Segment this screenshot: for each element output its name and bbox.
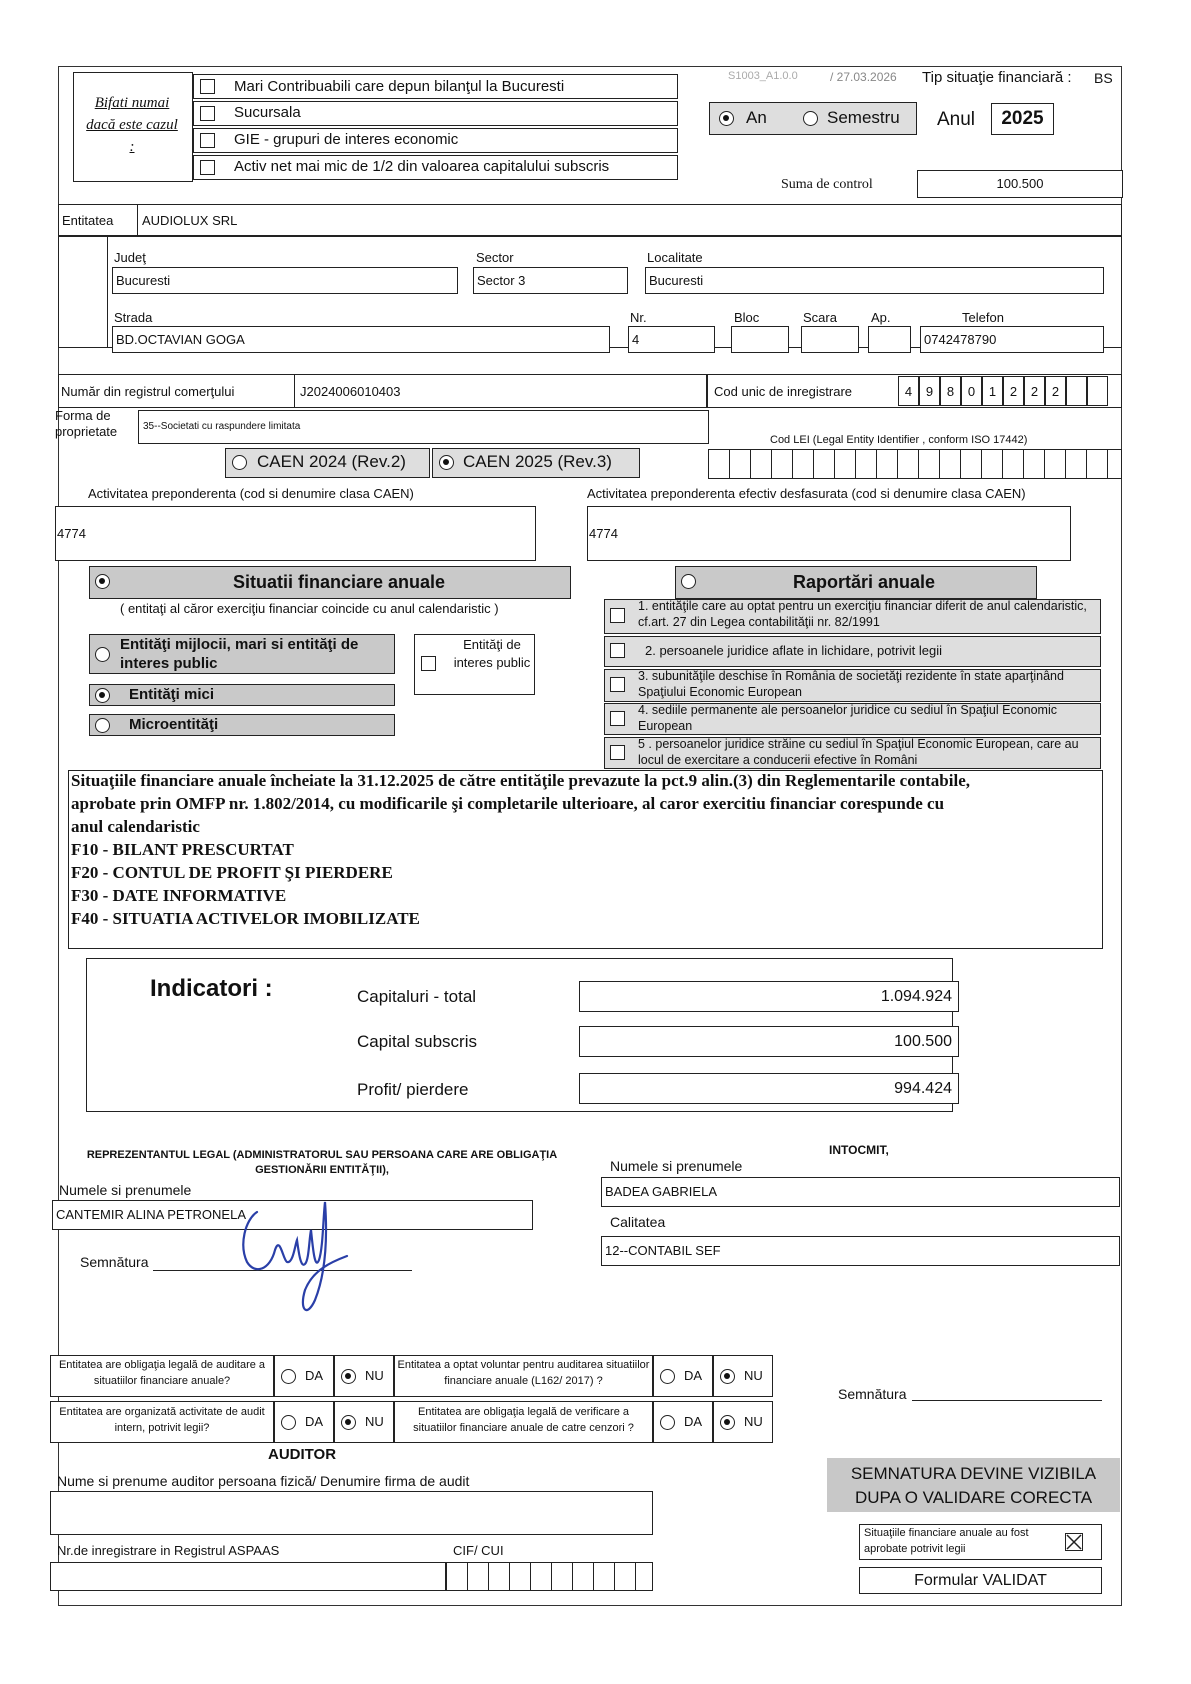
caen-2025-label: CAEN 2025 (Rev.3) — [463, 452, 612, 471]
option-label: Sucursala — [234, 104, 301, 121]
option-label: Activ net mai mic de 1/2 din valoarea capitalului subscris — [234, 158, 610, 175]
rep-name-field[interactable]: CANTEMIR ALINA PETRONELA — [52, 1200, 533, 1230]
cui-digit: 4 — [898, 376, 919, 406]
checkmark-x-icon — [1065, 1533, 1083, 1551]
indicator-label: Capitaluri - total — [357, 987, 477, 1006]
scara-label: Scara — [803, 310, 837, 325]
content-line: F10 - BILANT PRESCURTAT — [71, 840, 294, 859]
radio-cat-mijlocii[interactable] — [95, 647, 110, 662]
option-label: GIE - grupuri de interes economic — [234, 131, 459, 148]
checkbox-gie[interactable] — [200, 133, 215, 148]
nr-field[interactable]: 4 — [628, 326, 715, 353]
sector-field[interactable]: Sector 3 — [473, 267, 628, 294]
adresa-sep — [58, 236, 108, 348]
localitate-label: Localitate — [647, 250, 703, 265]
radio-an[interactable] — [719, 111, 734, 126]
indicator-value[interactable]: 994.424 — [579, 1073, 959, 1104]
cat-mijlocii-label: Entităţi mijlocii, mari si entităţi de interes public — [120, 636, 359, 672]
judet-label: Judeţ — [114, 250, 146, 265]
intocmit-title: INTOCMIT, — [829, 1143, 889, 1157]
content-line: aprobate prin OMFP nr. 1.802/2014, cu modificarile şi completarile ulterioare, al caror exercitiu financiar corespunde cu — [71, 794, 945, 813]
rep-sig-label: Semnătura — [80, 1254, 149, 1270]
localitate-field[interactable]: Bucuresti — [645, 267, 1104, 294]
period-an-label: An — [746, 108, 767, 127]
sit-note: ( entitaţi al căror exerciţiu financiar coincide cu anul calendaristic ) — [120, 601, 499, 616]
nu-label: NU — [365, 1414, 384, 1429]
da-label: DA — [684, 1414, 703, 1429]
audit-q1-label: Entitatea are obligaţia legală de auditare a situatiilor financiare anuale? — [58, 1359, 266, 1387]
checkbox-rap-4[interactable] — [610, 711, 625, 726]
sit-anuale-label: Situatii financiare anuale — [233, 572, 446, 592]
checkbox-rap-5[interactable] — [610, 745, 625, 760]
da-label: DA — [684, 1368, 703, 1383]
handwritten-signature — [235, 1190, 375, 1320]
radio-q3-nu[interactable] — [341, 1415, 356, 1430]
content-line: F20 - CONTUL DE PROFIT ŞI PIERDERE — [71, 863, 393, 882]
auditor-title: AUDITOR — [268, 1446, 337, 1463]
radio-caen-2025[interactable] — [439, 455, 454, 470]
ap-field[interactable] — [868, 326, 911, 353]
aspaas-label: Nr.de inregistrare in Registrul ASPAAS — [57, 1543, 280, 1558]
strada-field[interactable]: BD.OCTAVIAN GOGA — [112, 326, 610, 353]
cui-digit: 9 — [919, 376, 940, 406]
lei-label: Cod LEI (Legal Entity Identifier , conform ISO 17442) — [770, 434, 1028, 446]
activ-ef-label: Activitatea preponderenta efectiv desfasurata (cod si denumire clasa CAEN) — [587, 486, 1026, 501]
indicator-value[interactable]: 100.500 — [579, 1026, 959, 1057]
nu-label: NU — [744, 1368, 763, 1383]
activ-ef-value: 4774 — [589, 526, 618, 541]
content-line: F30 - DATE INFORMATIVE — [71, 886, 287, 905]
cui-digit: 8 — [940, 376, 961, 406]
checkbox-rap-2[interactable] — [610, 643, 625, 658]
radio-sit-anuale[interactable] — [95, 574, 110, 589]
audit-q2-label: Entitatea a optat voluntar pentru auditarea situatiilor financiare anuale (L162/ 2017) ? — [397, 1359, 650, 1387]
ap-label: Ap. — [871, 310, 891, 325]
auditor-name-field[interactable] — [50, 1491, 653, 1535]
aspaas-field[interactable] — [50, 1562, 446, 1591]
indicator-label: Capital subscris — [357, 1032, 477, 1051]
entitatea-label: Entitatea — [62, 213, 114, 228]
content-line: Situaţiile financiare anuale încheiate la 31.12.2025 de către entităţile prevazute la pct.9 alin.(3) din Reglementarile contabile, — [71, 771, 970, 790]
judet-field[interactable]: Bucuresti — [112, 267, 458, 294]
nr-label: Nr. — [630, 310, 647, 325]
telefon-field[interactable]: 0742478790 — [920, 326, 1104, 353]
rap-item-label: 4. sediile permanente ale persoanelor juridice cu sediul în Spaţiul Economic European — [638, 703, 1057, 733]
checkbox-sucursala[interactable] — [200, 106, 215, 121]
sector-label: Sector — [476, 250, 514, 265]
content-line: anul calendaristic — [71, 817, 200, 836]
cif-label: CIF/ CUI — [453, 1543, 504, 1558]
rap-item-label: 2. persoanele juridice aflate in lichidare, potrivit legii — [645, 643, 942, 658]
radio-q3-da[interactable] — [281, 1415, 296, 1430]
radio-q4-nu[interactable] — [720, 1415, 735, 1430]
suma-value[interactable]: 100.500 — [917, 170, 1123, 198]
sig2-label: Semnătura — [838, 1386, 907, 1402]
tip-label: Tip situaţie financiară : — [922, 69, 1072, 86]
indicators-title: Indicatori : — [150, 975, 273, 1002]
activ-field[interactable] — [55, 506, 536, 561]
radio-q1-da[interactable] — [281, 1369, 296, 1384]
radio-semestru[interactable] — [803, 111, 818, 126]
audit-q3-label: Entitatea are organizată activitate de audit intern, potrivit legii? — [59, 1406, 265, 1434]
cui-digit: 1 — [982, 376, 1003, 406]
audit-q4-label: Entitatea are obligaţia legală de verificare a situatiilor financiare anuale de catre cenzori ? — [413, 1406, 634, 1434]
form-date: / 27.03.2026 — [830, 70, 897, 84]
rep-title: REPREZENTANTUL LEGAL (ADMINISTRATORUL SAU PERSOANA CARE ARE OBLIGAŢIA GESTIONĂRII ENTITĂŢII), — [86, 1149, 558, 1176]
activ-value: 4774 — [57, 526, 86, 541]
checkbox-interes-public[interactable] — [421, 656, 436, 671]
cui-digit — [1066, 376, 1087, 406]
strada-label: Strada — [114, 310, 153, 325]
registru-label: Număr din registrul comerţului — [61, 384, 235, 399]
anul-label: Anul — [937, 109, 976, 130]
scara-field[interactable] — [801, 326, 859, 353]
content-line: F40 - SITUATIA ACTIVELOR IMOBILIZATE — [71, 909, 420, 928]
rap-anuale-label: Raportări anuale — [793, 572, 936, 592]
radio-q2-da[interactable] — [660, 1369, 675, 1384]
validat-badge: Formular VALIDAT — [859, 1567, 1102, 1594]
sig2-line — [912, 1400, 1102, 1401]
anul-value[interactable]: 2025 — [991, 103, 1054, 135]
caen-2024-label: CAEN 2024 (Rev.2) — [257, 452, 406, 471]
radio-caen-2024[interactable] — [232, 455, 247, 470]
cat-micro-label: Microentităţi — [129, 716, 219, 733]
auditor-name-label: Nume si prenume auditor persoana fizică/ Denumire firma de audit — [57, 1473, 470, 1489]
indicator-value[interactable]: 1.094.924 — [579, 981, 959, 1012]
cui-digit: 0 — [961, 376, 982, 406]
radio-q1-nu[interactable] — [341, 1369, 356, 1384]
rap-item-label: 5 . persoanelor juridice străine cu sediul în Spaţiul Economic European, care au locul de exercitare a conducerii efective în Români — [638, 737, 1079, 767]
cif-cells[interactable] — [446, 1562, 653, 1591]
checkbox-activ-net[interactable] — [200, 160, 215, 175]
nu-label: NU — [744, 1414, 763, 1429]
activ-label: Activitatea preponderenta (cod si denumire clasa CAEN) — [88, 486, 414, 501]
radio-cat-mici[interactable] — [95, 688, 110, 703]
cui-digit: 2 — [1045, 376, 1066, 406]
bifati-label: Bifati numai dacă este cazul : — [86, 95, 178, 155]
period-semestru-label: Semestru — [827, 108, 900, 127]
int-name-label: Numele si prenumele — [610, 1158, 743, 1174]
radio-cat-micro[interactable] — [95, 718, 110, 733]
radio-q4-da[interactable] — [660, 1415, 675, 1430]
telefon-label: Telefon — [962, 310, 1004, 325]
option-label: Mari Contribuabili care depun bilanţul la Bucuresti — [234, 78, 565, 95]
visible-note: SEMNATURA DEVINE VIZIBILA DUPA O VALIDARE CORECTA — [827, 1458, 1120, 1512]
checkbox-rap-3[interactable] — [610, 677, 625, 692]
radio-q2-nu[interactable] — [720, 1369, 735, 1384]
cui-digit: 2 — [1024, 376, 1045, 406]
bloc-field[interactable] — [731, 326, 789, 353]
checkbox-mari-contribuabili[interactable] — [200, 79, 215, 94]
activ-ef-field[interactable] — [587, 506, 1071, 561]
form-code: S1003_A1.0.0 — [728, 70, 798, 82]
calitatea-label: Calitatea — [610, 1214, 666, 1230]
suma-label: Suma de control — [781, 177, 873, 192]
da-label: DA — [305, 1368, 324, 1383]
aprobate-label: Situaţiile financiare anuale au fost aprobate potrivit legii — [864, 1527, 1029, 1555]
cui-digits — [898, 376, 1122, 406]
cat-interes-label: Entităţi de interes public — [453, 637, 531, 670]
calitatea-field[interactable]: 12--CONTABIL SEF — [601, 1236, 1120, 1266]
cui-label: Cod unic de inregistrare — [714, 384, 853, 399]
checkbox-rap-1[interactable] — [610, 608, 625, 623]
cat-mici-label: Entităţi mici — [129, 686, 215, 703]
cui-digit — [1087, 376, 1108, 406]
lei-cells[interactable] — [708, 449, 1122, 479]
indicator-label: Profit/ pierdere — [357, 1080, 469, 1099]
rap-item-label: 3. subunităţile deschise în România de societăţi rezidente în state aparţinând Spaţiului Economic European — [638, 669, 1064, 699]
forma-label: Forma de proprietate — [55, 408, 118, 439]
da-label: DA — [305, 1414, 324, 1429]
nu-label: NU — [365, 1368, 384, 1383]
tip-value: BS — [1094, 70, 1113, 86]
forma-value: 35--Societati cu raspundere limitata — [143, 421, 301, 432]
rap-item-label: 1. entităţile care au optat pentru un exerciţiu financiar diferit de anul calendaristic, cf.art. 27 din Legea contabilităţii nr. 82/1991 — [638, 599, 1087, 629]
cui-digit: 2 — [1003, 376, 1024, 406]
int-name-field[interactable]: BADEA GABRIELA — [601, 1177, 1120, 1207]
rep-name-label: Numele si prenumele — [59, 1182, 192, 1198]
radio-rap-anuale[interactable] — [681, 574, 696, 589]
registru-value[interactable]: J2024006010403 — [300, 384, 401, 399]
bloc-label: Bloc — [734, 310, 760, 325]
entitatea-value[interactable]: AUDIOLUX SRL — [142, 213, 238, 228]
